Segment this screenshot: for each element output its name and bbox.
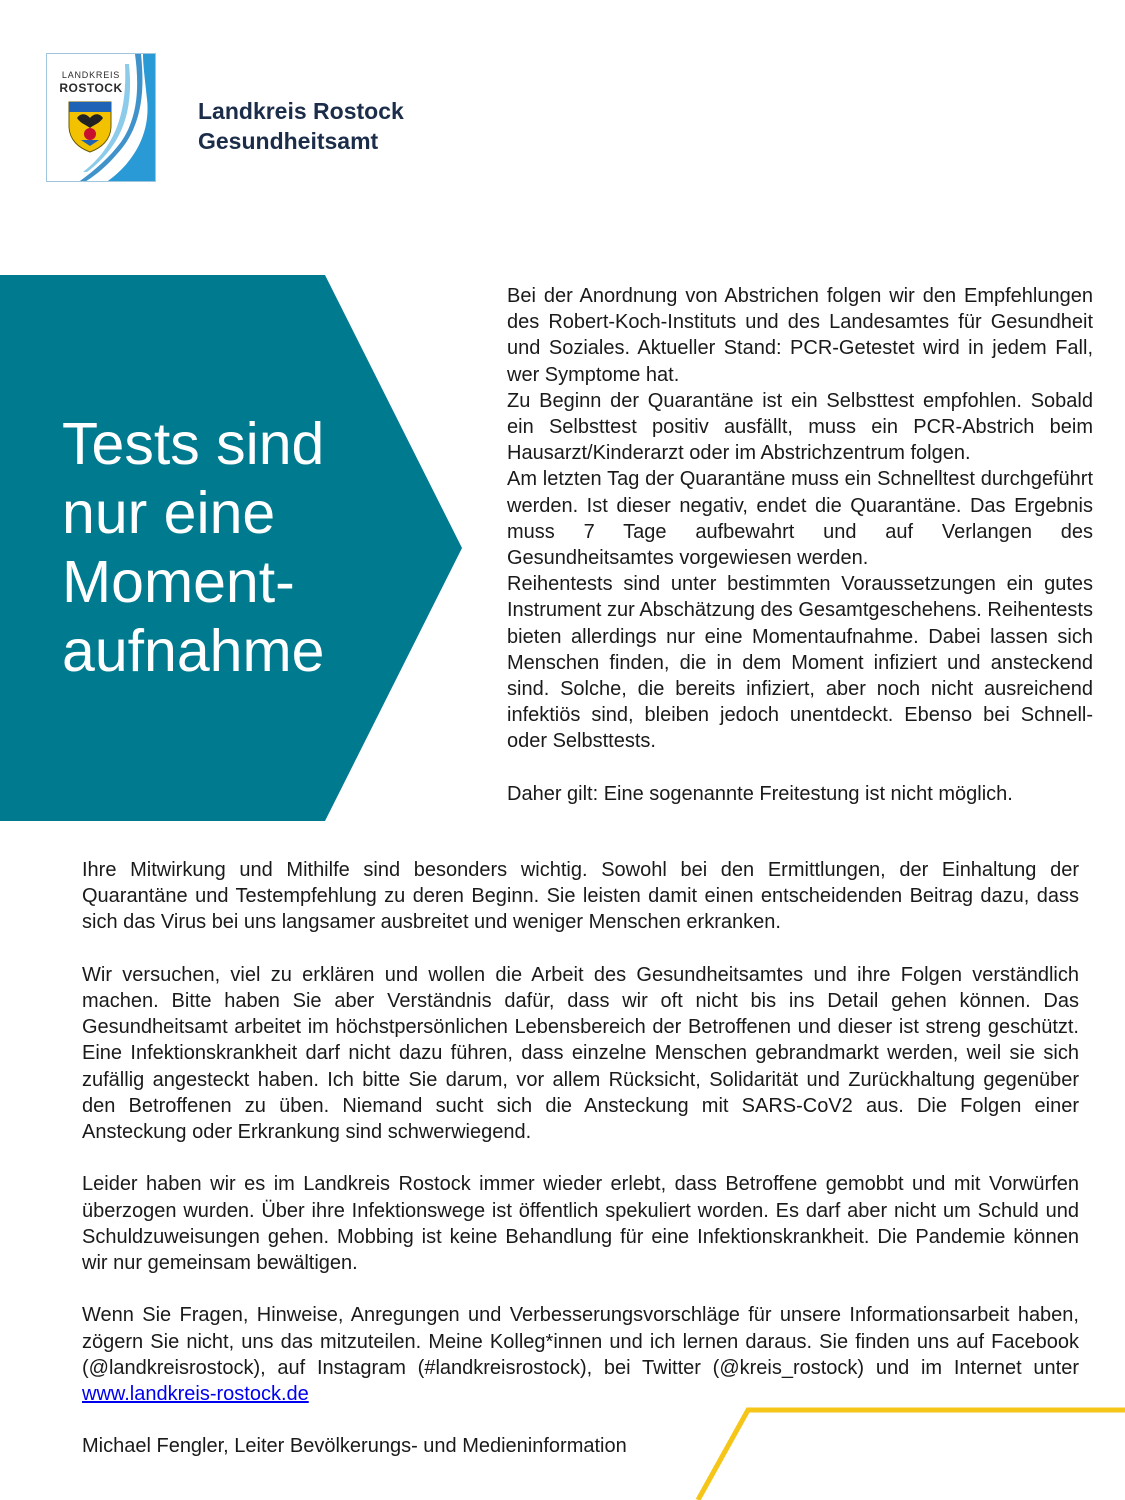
banner-title-line: nur eine <box>62 480 276 546</box>
contact-text: Wenn Sie Fragen, Hinweise, Anregungen und Verbesserungsvorschläge für unsere Informationsarbeit haben, zögern Sie nicht, uns das mitzuteilen. Meine Kolleg*innen und ich lernen daraus. Sie finden uns auf Facebook (@landkreisrostock), auf Instagram (#landkreisrostock), bei Twitter (@kreis_rostock) und im Internet unter <box>82 1304 1079 1379</box>
logo-text-rostock: ROSTOCK <box>59 81 123 95</box>
right-column-text <box>507 283 1093 807</box>
paragraph-quarantaene-beginn: Zu Beginn der Quarantäne ist ein Selbsttest empfohlen. Sobald ein Selbsttest positiv ausfällt, muss ein PCR-Abstrich beim Hausarzt/Kinderarzt oder im Abstrichzentrum folgen. <box>507 389 1093 465</box>
main-body-text <box>82 857 1079 1486</box>
paragraph-mitwirkung: Ihre Mitwirkung und Mithilfe sind besonders wichtig. Sowohl bei den Ermittlungen, der Einhaltung der Quarantäne und Testempfehlung zu deren Beginn. Sie leisten damit einen entscheidenden Beitrag dazu, dass sich das Virus bei uns langsamer ausbreitet und weniger Menschen erkranken. <box>82 859 1079 934</box>
paragraph-mobbing: Leider haben wir es im Landkreis Rostock immer wieder erlebt, dass Betroffene gemobbt und mit Vorwürfen überzogen wurden. Über ihre Infektionswege ist öffentlich spekuliert worden. Es darf aber nicht um Schuld und Schuldzuweisungen gehen. Mobbing ist keine Behandlung für eine Infektionskrankheit. Die Pandemie können wir nur gemeinsam bewältigen. <box>82 1173 1079 1275</box>
coat-of-arms-icon <box>69 102 111 152</box>
banner-title-line: Tests sind <box>62 411 325 477</box>
paragraph-freitestung: Daher gilt: Eine sogenannte Freitestung ist nicht möglich. <box>507 782 1013 805</box>
department-name: Gesundheitsamt <box>198 128 379 154</box>
paragraph-quarantaene-ende: Am letzten Tag der Quarantäne muss ein Schnelltest durchgeführt werden. Ist dieser negativ, endet die Quarantäne. Das Ergebnis muss 7 Tage aufbewahrt und auf Verlangen des Gesundheitsamtes vorgewiesen werden. <box>507 468 1093 570</box>
organization-header <box>198 96 404 156</box>
website-link[interactable]: www.landkreis-rostock.de <box>82 1383 309 1406</box>
logo-text-landkreis: LANDKREIS <box>61 70 121 80</box>
yellow-decorative-line <box>690 1400 1125 1500</box>
organization-name: Landkreis Rostock <box>198 98 404 124</box>
banner-title-line: aufnahme <box>62 618 325 684</box>
signature: Michael Fengler, Leiter Bevölkerungs- und Medieninformation <box>82 1435 627 1458</box>
banner-title-line: Moment- <box>62 549 295 615</box>
paragraph-kontakt <box>82 1302 1079 1407</box>
landkreis-logo <box>46 53 156 182</box>
paragraph-reihentests: Reihentests sind unter bestimmten Voraussetzungen ein gutes Instrument zur Abschätzung des Gesamtgeschehens. Reihentests bieten allerdings nur eine Momentaufnahme. Dabei lassen sich Menschen finden, die in dem Moment infiziert und ansteckend sind. Solche, die bereits infiziert, aber noch nicht ausreichend infektiös sind, bleiben jedoch unentdeckt. Ebenso bei Schnell- oder Selbsttests. <box>507 573 1093 753</box>
paragraph-abstriche: Bei der Anordnung von Abstrichen folgen wir den Empfehlungen des Robert-Koch-Instituts und des Landesamtes für Gesundheit und Soziales. Aktueller Stand: PCR-Getestet wird in jedem Fall, wer Symptome hat. <box>507 285 1093 386</box>
banner-title <box>62 410 392 686</box>
paragraph-verstaendnis: Wir versuchen, viel zu erklären und wollen die Arbeit des Gesundheitsamtes und ihre Folgen verständlich machen. Bitte haben Sie aber Verständnis dafür, dass wir oft nicht bis ins Detail gehen können. Das Gesundheitsamt arbeitet im höchstpersönlichen Lebensbereich der Betroffenen und dieser ist streng geschützt. Eine Infektionskrankheit darf nicht dazu führen, dass einzelne Menschen gebrandmarkt werden, weil sie sich zufällig angesteckt haben. Ich bitte Sie darum, vor allem Rücksicht, Solidarität und Zurückhaltung gegenüber den Betroffenen zu üben. Niemand sucht sich die Ansteckung mit SARS-CoV2 aus. Die Folgen einer Ansteckung oder Erkrankung sind schwerwiegend. <box>82 963 1079 1144</box>
